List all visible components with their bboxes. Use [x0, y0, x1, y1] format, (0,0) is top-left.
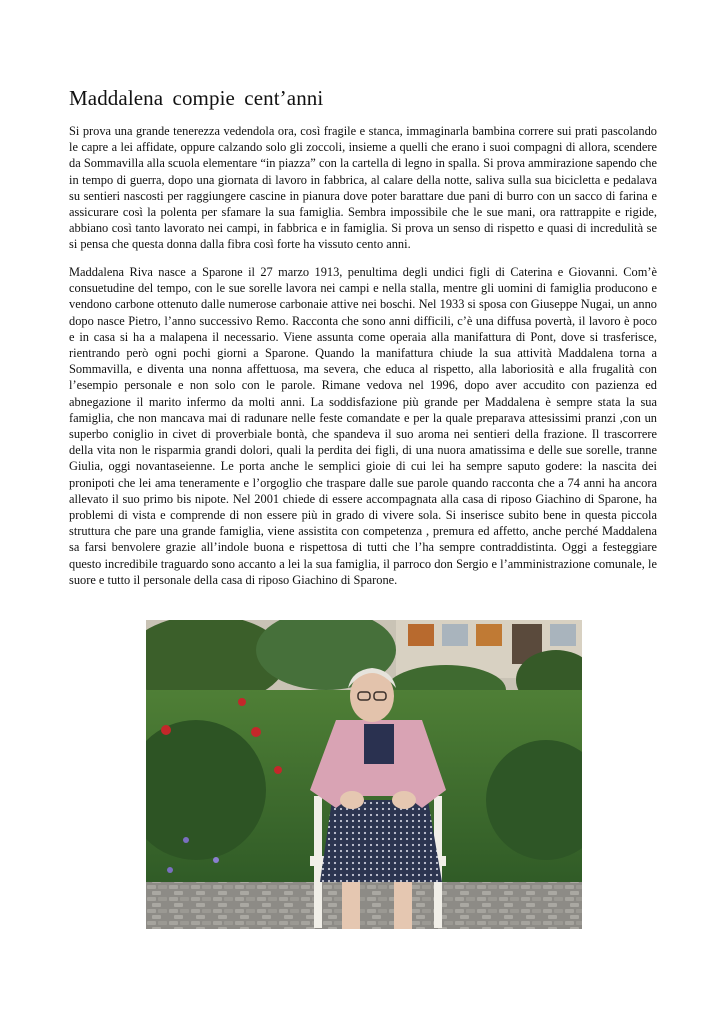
paragraph-intro: Si prova una grande tenerezza vedendola ora, così fragile e stanca, immaginarla bambina correre sui prati pascolando le capre a lei affidate, oppure calzando solo gli zoccoli, insieme a quelli che erano i suoi compagni di allora, scendere da Sommavilla alla scuola elementare “in piazza” con la cartella di legno in spalla. Si prova ammirazione sapendo che in tempo di guerra, dopo una giornata di lavoro in fabbrica, al calare della notte, saliva sulla sua bicicletta e pedalava su sentieri nascosti per raggiungere cascine in pianura dove poter barattare due pani di burro con un sacco di farina e assicurare così la polenta per sfamare la sua famiglia. Sembra impossibile che le sue mani, ora rattrappite e rigide, abbiano così tanto lavorato nei campi, in fabbrica e in famiglia. Si prova un senso di rispetto e quasi di incredulità se si pensa che questa donna dalla fibra così forte ha vissuto cento anni.: [69, 124, 657, 252]
document-title: Maddalena compie cent’anni: [69, 86, 324, 110]
paragraph-biography: Maddalena Riva nasce a Sparone il 27 marzo 1913, penultima degli undici figli di Caterina e Giovanni. Com’è consuetudine del tempo, con le sue sorelle lavora nei campi e nella stalla, mentre gli uomini di famiglia producono e vendono carbone ottenuto dalle numerose carbonaie attive nei boschi. Nel 1933 si sposa con Giuseppe Nugai, un anno dopo nasce Pietro, l’anno successivo Remo. Racconta che sono anni difficili, c’è una diffusa povertà, il lavoro è poco e in casa si ha a malapena il necessario. Viene assunta come operaia alla manifattura di Pont, dove si trasferisce, rientrando però ogni pochi giorni a Sparone. Quando la manifattura chiude la sua attività Maddalena torna a Sommavilla, e diventa una nonna affettuosa, ma severa, che educa al rispetto, alla laboriosità e alla frugalità con l’esempio personale e non solo con le parole. Rimane vedova nel 1996, dopo aver accudito con pazienza ed abnegazione il marito infermo da molti anni. La soddisfazione più grande per Maddalena è sempre stata la sua famiglia, che non mancava mai di radunare nelle feste comandate e per la quale preparava attesissimi pranzi ,con un superbo coniglio in civet di proverbiale bontà, che spandeva il suo aroma nei sentieri della frazione. Il trascorrere della vita non le risparmia grandi dolori, quali la perdita dei figli, di una nuora amatissima e delle sue sorelle, tranne Giulia, oggi novantaseienne. Le porta anche le semplici gioie di cui lei ha sempre saputo godere: la nascita dei pronipoti che lei ama teneramente e l’orgoglio che traspare dalle sue parole quando racconta che a 74 anni ha ancora allevato il suo primo bis nipote. Nel 2001 chiede di essere accompagnata alla casa di riposo Giachino di Sparone, ha problemi di vista e comprende di non essere più in grado di vivere sola. Si inserisce subito bene in questa piccola struttura che pare una grande famiglia, viene assistita con competenza , premura ed affetto, anche perché Maddalena sa farsi benvolere grazie all’indole buona e rispettosa di tutti che l’ha sempre contraddistinta. Oggi a festeggiare questo incredibile traguardo sono accanto a lei la sua famiglia, il parroco don Sergio e l’amministrazione comunale, le suore e tutto il personale della casa di riposo Giachino di Sparone.: [69, 265, 657, 587]
portrait-photo: [146, 620, 582, 929]
